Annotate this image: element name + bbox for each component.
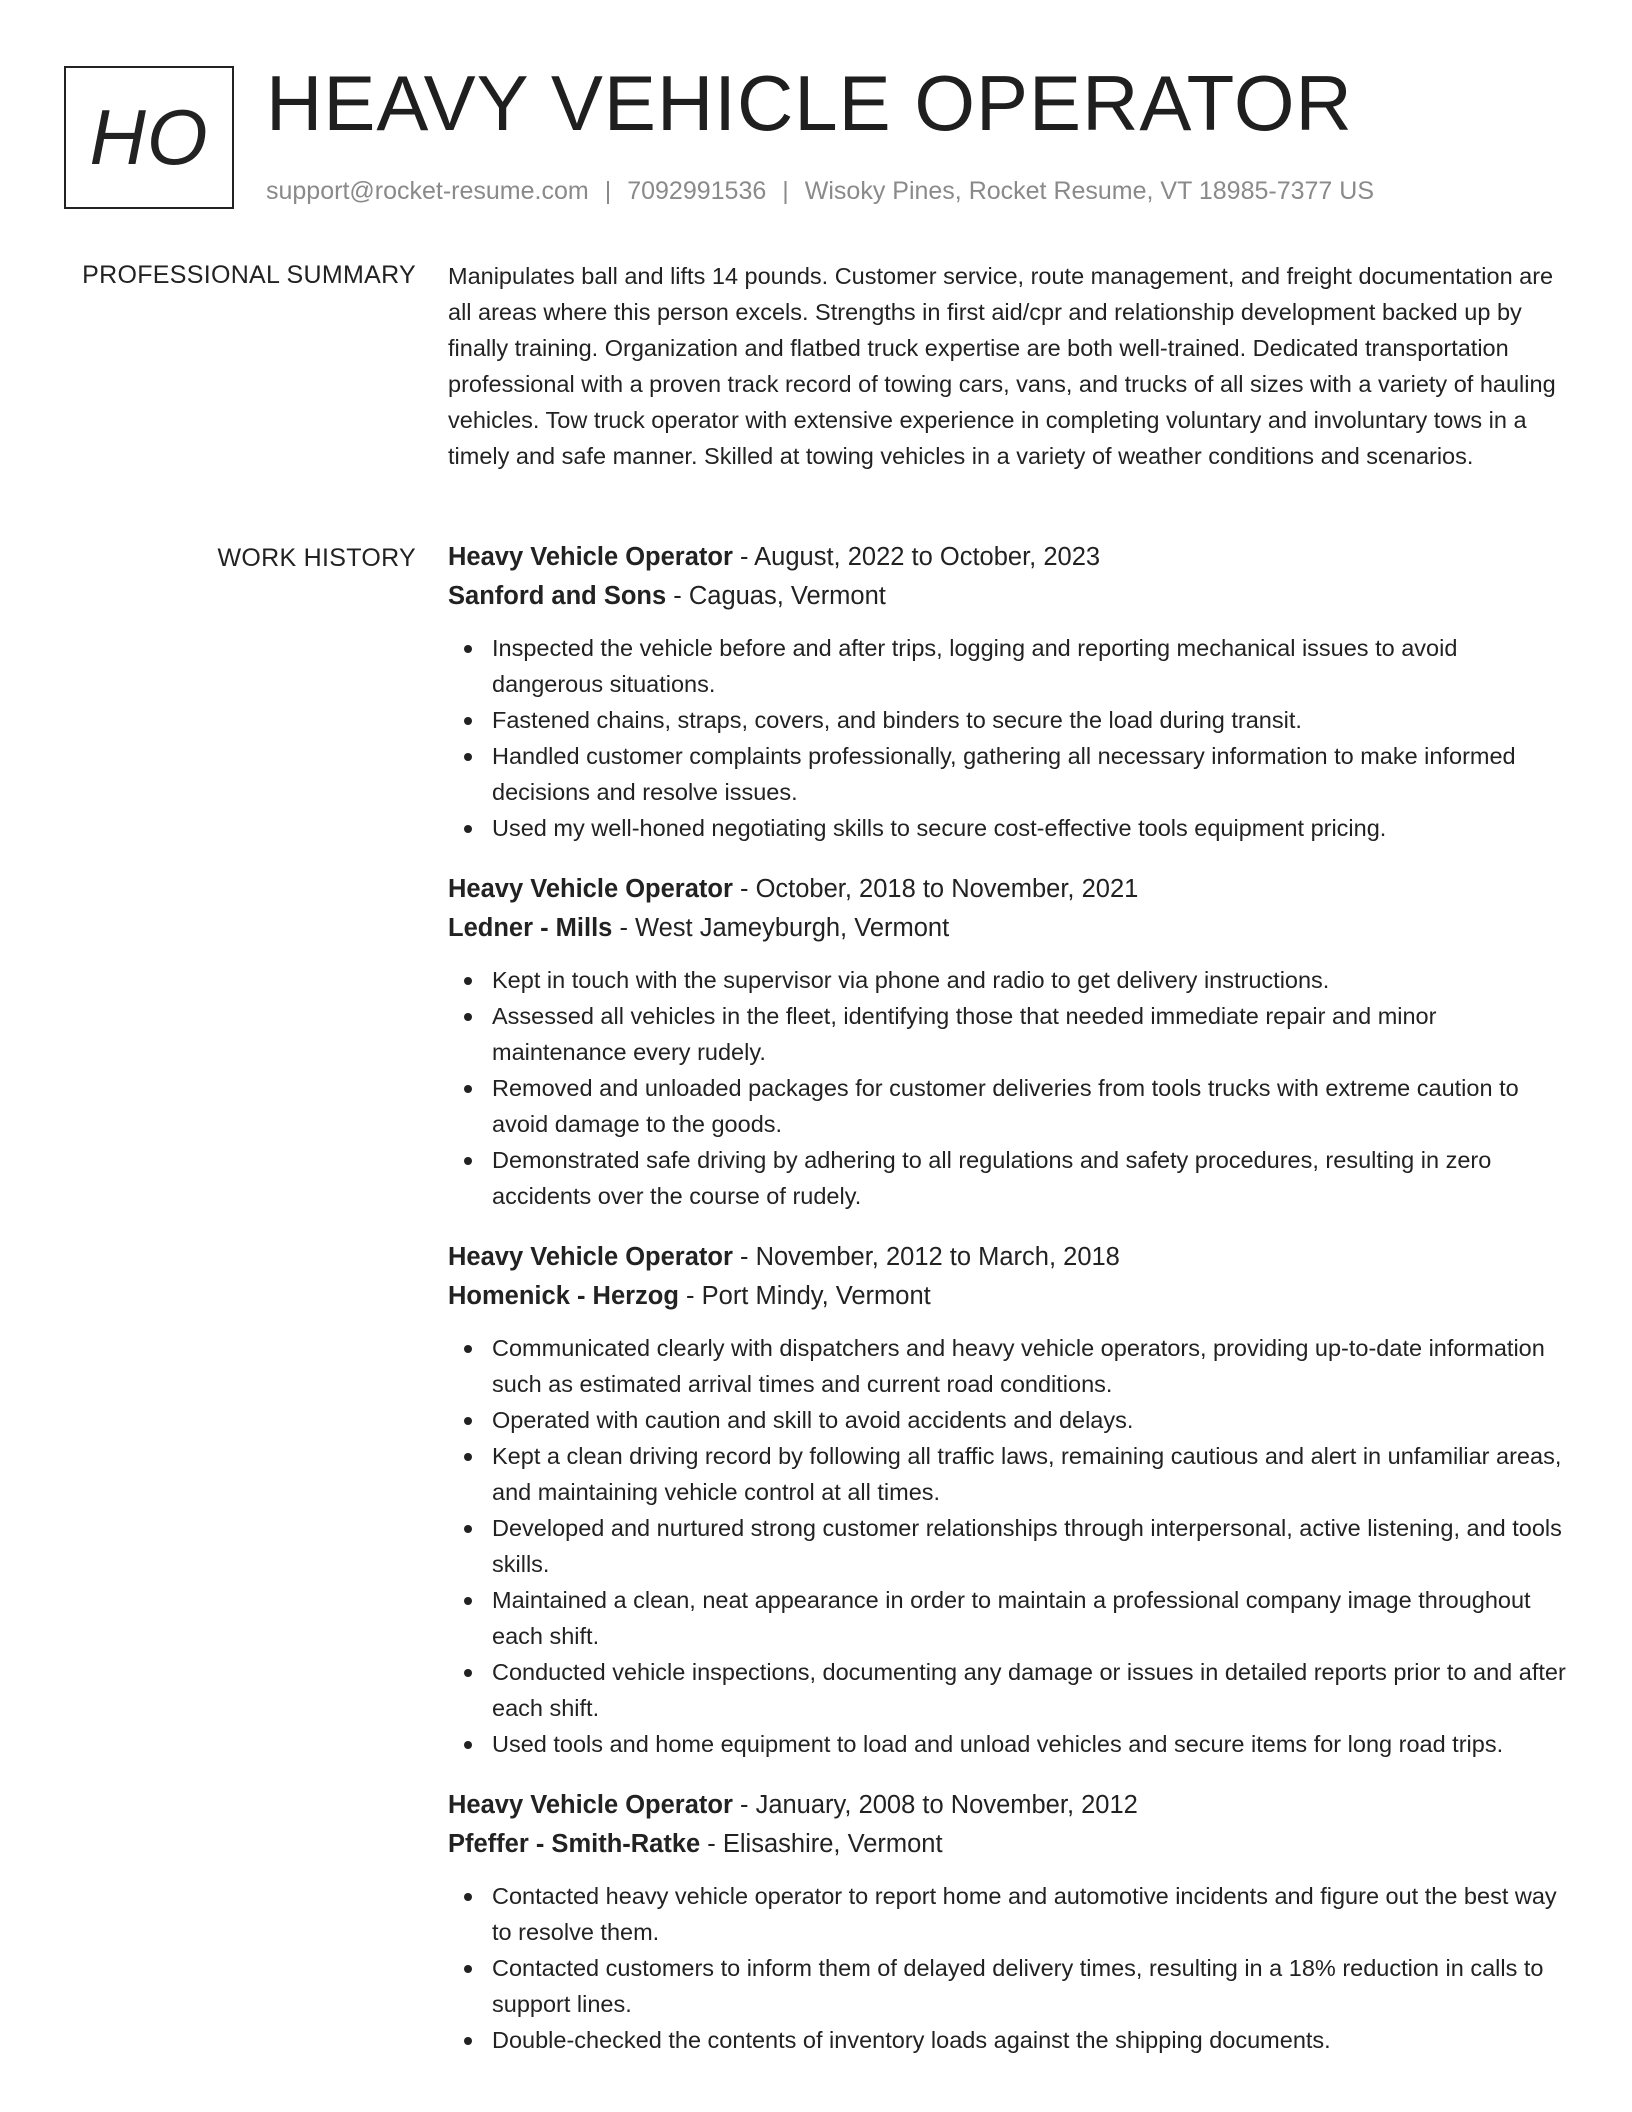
job-company-line: [448, 1825, 1570, 1864]
job-bullet: Communicated clearly with dispatchers and heavy vehicle operators, providing up-to-date information such as estimated arrival times and current road conditions.: [448, 1330, 1570, 1402]
job-bullet: Handled customer complaints professionally, gathering all necessary information to make informed decisions and resolve issues.: [448, 738, 1570, 810]
job-bullet: Conducted vehicle inspections, documenting any damage or issues in detailed reports prior to and after each shift.: [448, 1654, 1570, 1726]
job-bullet: Contacted heavy vehicle operator to report home and automotive incidents and figure out the best way to resolve them.: [448, 1878, 1570, 1950]
monogram-box: [64, 66, 234, 209]
job-entry: [448, 1786, 1570, 2058]
job-bullets: [448, 1330, 1570, 1762]
job-company: Pfeffer - Smith-Ratke: [448, 1830, 701, 1858]
job-company-line: [448, 909, 1570, 948]
job-company-line: [448, 577, 1570, 616]
resume-title: HEAVY VEHICLE OPERATOR: [266, 59, 1353, 147]
job-dates: - January, 2008 to November, 2012: [732, 1791, 1138, 1819]
job-dates: - August, 2022 to October, 2023: [732, 543, 1101, 571]
job-bullet: Demonstrated safe driving by adhering to all regulations and safety procedures, resulting in zero accidents over the course of rudely.: [448, 1142, 1570, 1214]
job-bullet: Inspected the vehicle before and after trips, logging and reporting mechanical issues to avoid dangerous situations.: [448, 630, 1570, 702]
work-history-list: [448, 538, 1570, 2082]
job-location: - West Jameyburgh, Vermont: [612, 914, 950, 942]
job-title-line: [448, 1238, 1570, 1277]
job-bullet: Kept a clean driving record by following all traffic laws, remaining cautious and alert in unfamiliar areas, and maintaining vehicle control at all times.: [448, 1438, 1570, 1510]
contact-separator: |: [782, 177, 789, 205]
job-title: Heavy Vehicle Operator: [448, 1791, 733, 1819]
job-location: - Caguas, Vermont: [666, 582, 886, 610]
job-bullet: Used tools and home equipment to load and unload vehicles and secure items for long road trips.: [448, 1726, 1570, 1762]
job-company: Ledner - Mills: [448, 914, 613, 942]
job-bullet: Maintained a clean, neat appearance in order to maintain a professional company image throughout each shift.: [448, 1582, 1570, 1654]
job-bullet: Assessed all vehicles in the fleet, identifying those that needed immediate repair and minor maintenance every rudely.: [448, 998, 1570, 1070]
job-location: - Port Mindy, Vermont: [678, 1282, 931, 1310]
monogram-initials: HO: [89, 93, 209, 181]
contact-line: [266, 175, 1374, 207]
job-bullets: [448, 630, 1570, 846]
contact-email[interactable]: support@rocket-resume.com: [266, 177, 589, 205]
job-entry: [448, 1238, 1570, 1762]
job-bullet: Fastened chains, straps, covers, and binders to secure the load during transit.: [448, 702, 1570, 738]
job-dates: - November, 2012 to March, 2018: [732, 1243, 1120, 1271]
job-company: Sanford and Sons: [448, 582, 667, 610]
job-bullet: Used my well-honed negotiating skills to secure cost-effective tools equipment pricing.: [448, 810, 1570, 846]
job-title: Heavy Vehicle Operator: [448, 543, 733, 571]
contact-phone[interactable]: 7092991536: [627, 177, 767, 205]
job-entry: [448, 538, 1570, 846]
job-title-line: [448, 1786, 1570, 1825]
job-location: - Elisashire, Vermont: [700, 1830, 943, 1858]
job-bullet: Operated with caution and skill to avoid accidents and delays.: [448, 1402, 1570, 1438]
job-company-line: [448, 1277, 1570, 1316]
work-history-section-label: WORK HISTORY: [217, 544, 416, 572]
job-title-line: [448, 538, 1570, 577]
job-bullet: Removed and unloaded packages for customer deliveries from tools trucks with extreme caution to avoid damage to the goods.: [448, 1070, 1570, 1142]
contact-separator: |: [604, 177, 612, 205]
job-bullets: [448, 1878, 1570, 2058]
job-bullet: Double-checked the contents of inventory loads against the shipping documents.: [448, 2022, 1570, 2058]
contact-address: Wisoky Pines, Rocket Resume, VT 18985-7377 US: [804, 177, 1375, 205]
job-title: Heavy Vehicle Operator: [448, 1243, 733, 1271]
job-entry: [448, 870, 1570, 1214]
job-dates: - October, 2018 to November, 2021: [732, 875, 1139, 903]
job-company: Homenick - Herzog: [448, 1282, 679, 1310]
summary-section-label: PROFESSIONAL SUMMARY: [82, 261, 416, 289]
summary-text: Manipulates ball and lifts 14 pounds. Customer service, route management, and freight documentation are all areas where this person excels. Strengths in first aid/cpr and relationship development backed up by finally training. Organization and flatbed truck expertise are both well-trained. Dedicated transportation professional with a proven track record of towing cars, vans, and trucks of all sizes with a variety of hauling vehicles. Tow truck operator with extensive experience in completing voluntary and involuntary tows in a timely and safe manner. Skilled at towing vehicles in a variety of weather conditions and scenarios.: [448, 263, 1556, 469]
job-title: Heavy Vehicle Operator: [448, 875, 733, 903]
job-bullet: Kept in touch with the supervisor via phone and radio to get delivery instructions.: [448, 962, 1570, 998]
job-bullets: [448, 962, 1570, 1214]
job-bullet: Contacted customers to inform them of delayed delivery times, resulting in a 18% reduction in calls to support lines.: [448, 1950, 1570, 2022]
job-bullet: Developed and nurtured strong customer relationships through interpersonal, active listening, and tools skills.: [448, 1510, 1570, 1582]
job-title-line: [448, 870, 1570, 909]
